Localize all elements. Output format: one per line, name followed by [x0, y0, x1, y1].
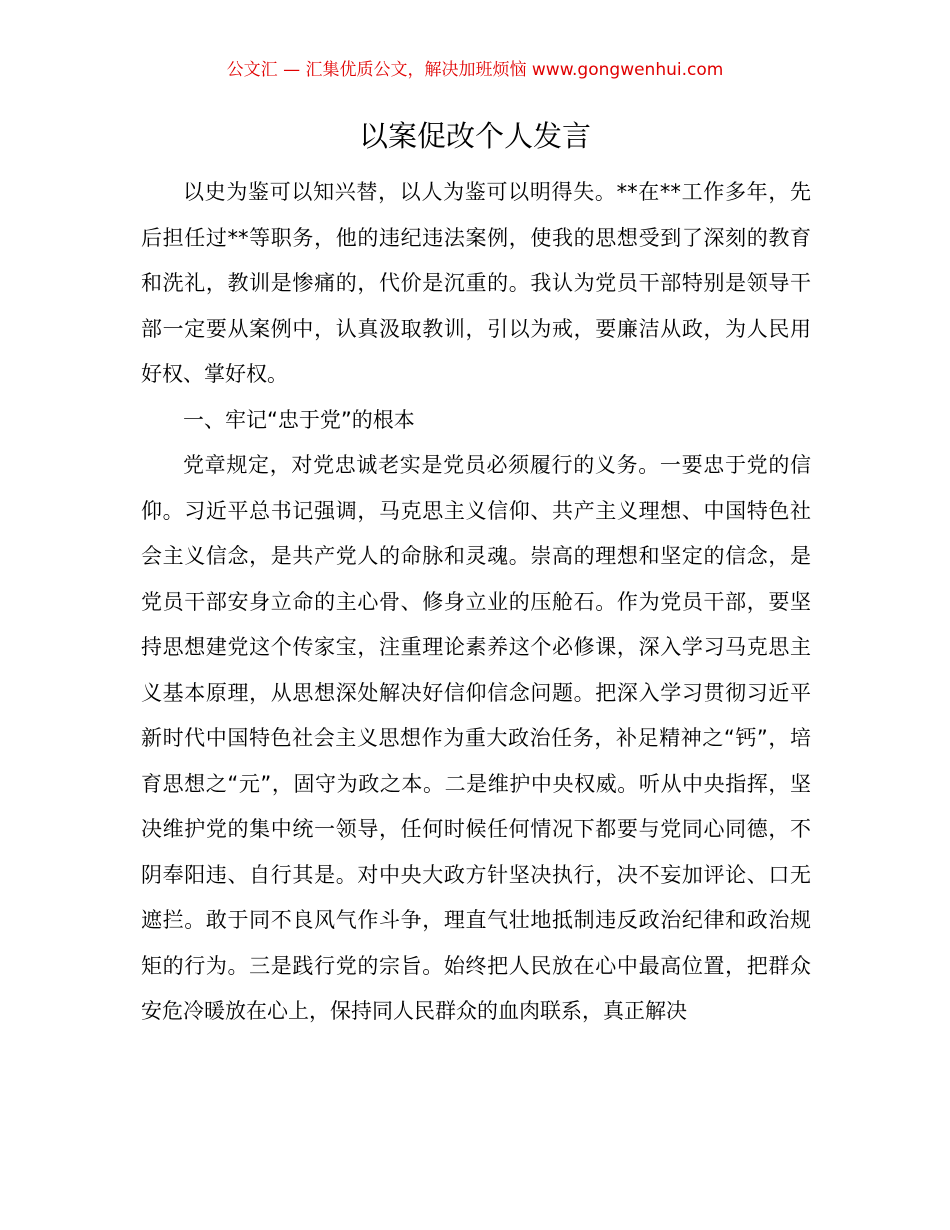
document-body — [141, 170, 811, 1035]
paragraph-section-1: 党章规定，对党忠诚老实是党员必须履行的义务。一要忠于党的信仰。习近平总书记强调，马克思主义信仰、共产主义理想、中国特色社会主义信念，是共产党人的命脉和灵魂。崇高的理想和坚定的信念，是党员干部安身立命的主心骨、修身立业的压舱石。作为党员干部，要坚持思想建党这个传家宝，注重理论素养这个必修课，深入学习马克思主义基本原理，从思想深处解决好信仰信念问题。把深入学习贯彻习近平新时代中国特色社会主义思想作为重大政治任务，补足精神之“钙”，培育思想之“元”，固守为政之本。二是维护中央权威。听从中央指挥，坚决维护党的集中统一领导，任何时候任何情况下都要与党同心同德，不阴奉阳违、自行其是。对中央大政方针坚决执行，决不妄加评论、口无遮拦。敢于同不良风气作斗争，理直气壮地抵制违反政治纪律和政治规矩的行为。三是践行党的宗旨。始终把人民放在心中最高位置，把群众安危冷暖放在心上，保持同人民群众的血肉联系，真正解决 — [141, 453, 811, 1023]
paragraph-intro: 以史为鉴可以知兴替，以人为鉴可以明得失。**在**工作多年，先后担任过**等职务，他的违纪违法案例，使我的思想受到了深刻的教育和洗礼，教训是惨痛的，代价是沉重的。我认为党员干部特别是领导干部一定要从案例中，认真汲取教训，引以为戒，要廉洁从政，为人民用好权、掌好权。 — [141, 180, 811, 386]
section-heading: 一、牢记“忠于党”的根本 — [183, 407, 415, 432]
watermark-header: 公文汇 — 汇集优质公文，解决加班烦恼 www.gongwenhui.com — [226, 60, 724, 80]
page-title: 以案促改个人发言 — [358, 119, 591, 153]
